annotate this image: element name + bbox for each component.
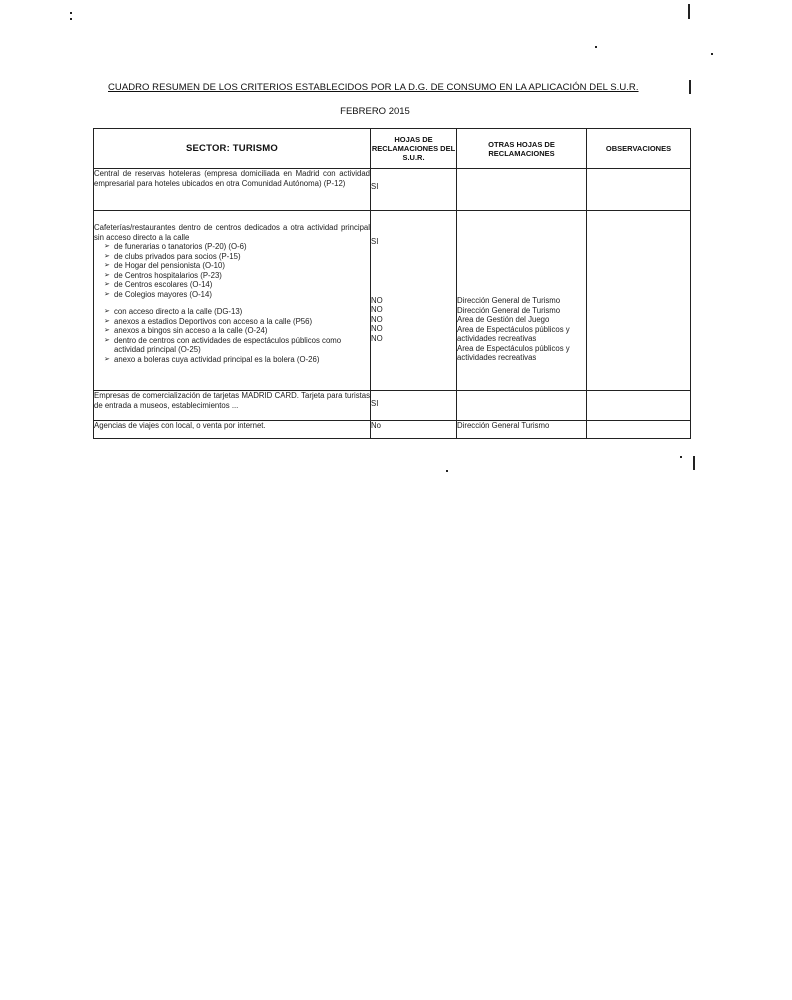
row2-sur-value: NO — [371, 295, 383, 305]
row2-bullet: ➢ de clubs privados para socios (P-15) — [94, 252, 370, 262]
criteria-table — [93, 128, 691, 439]
row2-otras-value: Area de Espectáculos públicos y actividades recreativas — [457, 343, 570, 362]
row2-sur — [371, 211, 457, 391]
row2-sector — [94, 211, 371, 391]
scan-mark — [70, 18, 72, 20]
row2-bullet: ➢ de Centros hospitalarios (P-23) — [94, 271, 370, 281]
scan-mark — [680, 456, 682, 458]
row1-otras — [457, 169, 587, 211]
row2-bullet: ➢ de funerarias o tanatorios (P-20) (O-6) — [94, 242, 370, 252]
row2-sur-value: NO — [371, 305, 383, 314]
row2-bullet: ➢ de Centros escolares (O-14) — [94, 280, 370, 290]
row1-sur: SI — [371, 169, 457, 211]
table-header-row — [94, 129, 691, 169]
row2-bullet: ➢ de Hogar del pensionista (O-10) — [94, 261, 370, 271]
scan-mark — [688, 4, 690, 19]
row3-sur: SI — [371, 391, 457, 421]
scan-mark — [711, 53, 713, 55]
spacer — [371, 247, 456, 296]
row2-otras-value: Area de Espectáculos públicos y actividades recreativas — [457, 324, 570, 343]
row2-intro: Cafeterías/restaurantes dentro de centros dedicados a otra actividad principal sin acceso directo a la calle — [94, 223, 370, 242]
row2-bullet: ➢ de Colegios mayores (O-14) — [94, 290, 370, 300]
row1-obs — [587, 169, 691, 211]
spacer — [94, 299, 370, 307]
row3-otras — [457, 391, 587, 421]
scan-mark — [446, 470, 448, 472]
header-sector: SECTOR: TURISMO — [94, 129, 371, 169]
table-row — [94, 391, 691, 421]
row2-sur-value: NO — [371, 333, 383, 343]
table-row — [94, 421, 691, 439]
row2-obs — [587, 211, 691, 391]
row2-sur-first: SI — [371, 237, 379, 246]
scan-mark — [70, 12, 72, 14]
row2-otras-value: Dirección General de Turismo — [457, 296, 561, 305]
scan-mark — [693, 456, 695, 470]
row2-bullet: ➢ anexos a estadios Deportivos con acceso a la calle (P56) — [94, 317, 370, 327]
row2-sur-value: NO — [371, 324, 383, 333]
row4-sur: No — [371, 421, 457, 439]
row3-sector: Empresas de comercialización de tarjetas MADRID CARD. Tarjeta para turistas de entrada a museos, establecimientos ... — [94, 391, 371, 421]
table-row — [94, 169, 691, 211]
header-observaciones: OBSERVACIONES — [587, 129, 691, 169]
header-otras-hojas: OTRAS HOJAS DE RECLAMACIONES — [457, 129, 587, 169]
scan-mark — [595, 46, 597, 48]
document-title: CUADRO RESUMEN DE LOS CRITERIOS ESTABLECIDOS POR LA D.G. DE CONSUMO EN LA APLICACIÓN DEL S.U.R. — [108, 82, 639, 93]
scan-mark — [689, 80, 691, 94]
row2-bullet: ➢ anexos a bingos sin acceso a la calle (O-24) — [94, 326, 370, 336]
row1-sector: Central de reservas hoteleras (empresa domiciliada en Madrid con actividad empresarial para hoteles ubicados en otra Comunidad Autónoma) (P-12) — [94, 169, 371, 211]
document-subtitle: FEBRERO 2015 — [340, 106, 410, 117]
row4-obs — [587, 421, 691, 439]
row2-sur-value: NO — [371, 314, 383, 324]
row4-sector: Agencias de viajes con local, o venta por internet. — [94, 421, 371, 439]
row2-bullet: ➢ con acceso directo a la calle (DG-13) — [94, 307, 370, 317]
row2-bullet: ➢ dentro de centros con actividades de espectáculos públicos como actividad principal (O-25) — [94, 336, 370, 355]
row3-obs — [587, 391, 691, 421]
table-row — [94, 211, 691, 391]
row2-otras — [457, 211, 587, 391]
row2-otras-value: Dirección General de Turismo — [457, 305, 561, 315]
row4-otras: Dirección General Turismo — [457, 421, 587, 439]
row2-otras-value: Area de Gestión del Juego — [457, 315, 550, 324]
header-hojas-sur: HOJAS DE RECLAMACIONES DEL S.U.R. — [371, 129, 457, 169]
row2-bullet: ➢ anexo a boleras cuya actividad principal es la bolera (O-26) — [94, 355, 370, 365]
